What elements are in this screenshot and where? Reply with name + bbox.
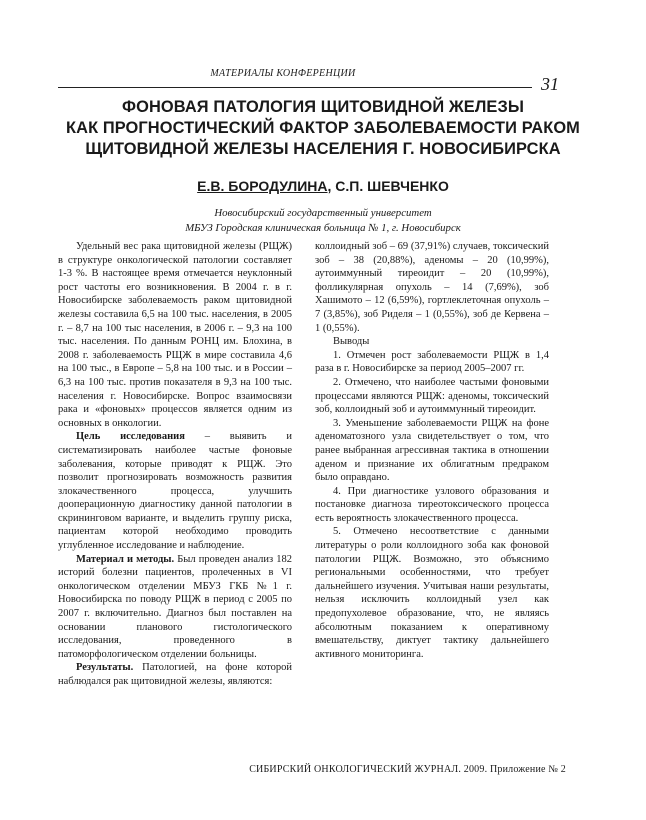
authors	[0, 178, 646, 194]
conclusion-4: 4. При диагностике узлового образования и постановке диагноза тиреотоксического процесса есть вероятность злокачественного процесса.	[315, 485, 549, 524]
author-second: С.П. ШЕВЧЕНКО	[335, 178, 449, 194]
results-continued: коллоидный зоб – 69 (37,91%) случаев, токсический зоб – 38 (20,88%), аденомы – 20 (10,99%), аутоиммунный тиреоидит – 20 (10,99%), фолликулярная опухоль – 14 (7,69%), зоб Хашимото – 12 (6,59%), гортлеклеточная опухоль – 7 (3,85%), зоб Риделя – 1 (0,55%), зоб де Кервена – 1 (0,55%).	[315, 241, 549, 334]
methods-label: Материал и методы.	[76, 553, 175, 565]
title-line-2: КАК ПРОГНОСТИЧЕСКИЙ ФАКТОР ЗАБОЛЕВАЕМОСТИ РАКОМ	[66, 119, 580, 137]
aim-paragraph	[58, 430, 292, 552]
conclusion-5: 5. Отмечено несоответствие с данными литературы о роли коллоидного зоба как фоновой патологии РЩЖ. Возможно, это объяснимо региональными особенностями, что требует дальнейшего изучения. Учитывая наши результаты, нельзя исключить коллоидный узел как предопухолевое образование, что, не являясь абсолютным показанием к оперативному вмешательству, диктует тактику дальнейшего активного мониторинга.	[315, 526, 549, 660]
header-rule	[58, 87, 532, 88]
conclusion-3: 3. Уменьшение заболеваемости РЩЖ на фоне аденоматозного узла свидетельствует о том, что ранее выбранная агрессивная тактика в отношении аденом и признание их облигатным предраком было оправдано.	[315, 417, 549, 484]
title-line-3: ЩИТОВИДНОЙ ЖЕЛЕЗЫ НАСЕЛЕНИЯ Г. НОВОСИБИРСКА	[85, 140, 561, 158]
right-column	[315, 240, 549, 661]
author-separator: ,	[327, 178, 336, 194]
conclusion-2: 2. Отмечено, что наиболее частыми фоновыми процессами являются РЩЖ: аденомы, токсический зоб, коллоидный зоб и аутоиммунный тиреоидит.	[315, 376, 549, 416]
conclusions-heading: Выводы	[333, 336, 370, 348]
left-column	[58, 240, 292, 689]
intro-paragraph: Удельный вес рака щитовидной железы (РЩЖ) в структуре онкологической патологии составляет 1-3 %. В настоящее время отмечается неуклонный рост частоты его возникновения. В 2004 г. в г. Новосибирске заболеваемость раком щитовидной железы составила 6,5 на 100 тыс. населения, в 2005 г. – 8,7 на 100 тыс населения, в 2006 г. – 9,3 на 100 тыс. населения. По данным РОНЦ им. Блохина, в 2008 г. заболеваемость РЩЖ в мире составила 4,6 на 100 тыс., в Европе – 5,8 на 100 тыс. и в России – 6,3 на 100 тыс. против показателя в 9,3 на 100 тыс. населения г. Новосибирске. Вопрос взаимосвязи рака и «фоновых» процессов является одним из основных в онкологии.	[58, 241, 292, 429]
article-title	[40, 97, 606, 160]
methods-text: Был проведен анализ 182 историй болезни пациентов, пролеченных в VI онкологическом отделении МБУЗ ГКБ №1 г. Новосибирска по поводу РЩЖ в период с 2005 по 2007 г. включительно. Диагноз был поставлен на основании планового гистологического исследования, проведенного в патоморфологическом отделении больницы.	[58, 553, 292, 660]
aim-label: Цель исследования	[76, 431, 185, 443]
results-label: Результаты.	[76, 662, 134, 674]
methods-paragraph	[58, 553, 292, 662]
title-line-1: ФОНОВАЯ ПАТОЛОГИЯ ЩИТОВИДНОЙ ЖЕЛЕЗЫ	[122, 98, 524, 116]
conclusion-1: 1. Отмечен рост заболеваемости РЩЖ в 1,4 раза в г. Новосибирске за период 2005–2007 гг.	[315, 349, 549, 375]
results-paragraph	[58, 661, 292, 688]
aim-text: – выявить и систематизировать наиболее частые фоновые заболевания, которые приводят к РЩЖ. Это позволит прогнозировать возможность развития злокачественного процесса, улучшить дооперационную диагностику данной патологии в скрининговом варианте, и выделить группу риска, пациентам которой необходимо проводить углубленное исследование и наблюдение.	[58, 431, 292, 552]
journal-footer: СИБИРСКИЙ ОНКОЛОГИЧЕСКИЙ ЖУРНАЛ. 2009. Приложение № 2	[249, 764, 566, 775]
page-number: 31	[541, 74, 559, 94]
affiliation	[0, 206, 646, 236]
running-head: МАТЕРИАЛЫ КОНФЕРЕНЦИИ	[210, 68, 356, 79]
author-first: Е.В. БОРОДУЛИНА	[197, 178, 328, 194]
affiliation-line-1: Новосибирский государственный университет	[214, 207, 432, 219]
affiliation-line-2: МБУЗ Городская клиническая больница № 1, г. Новосибирск	[185, 222, 461, 234]
results-text: Патологией, на фоне которой наблюдался рак щитовидной железы, являются:	[58, 662, 292, 687]
